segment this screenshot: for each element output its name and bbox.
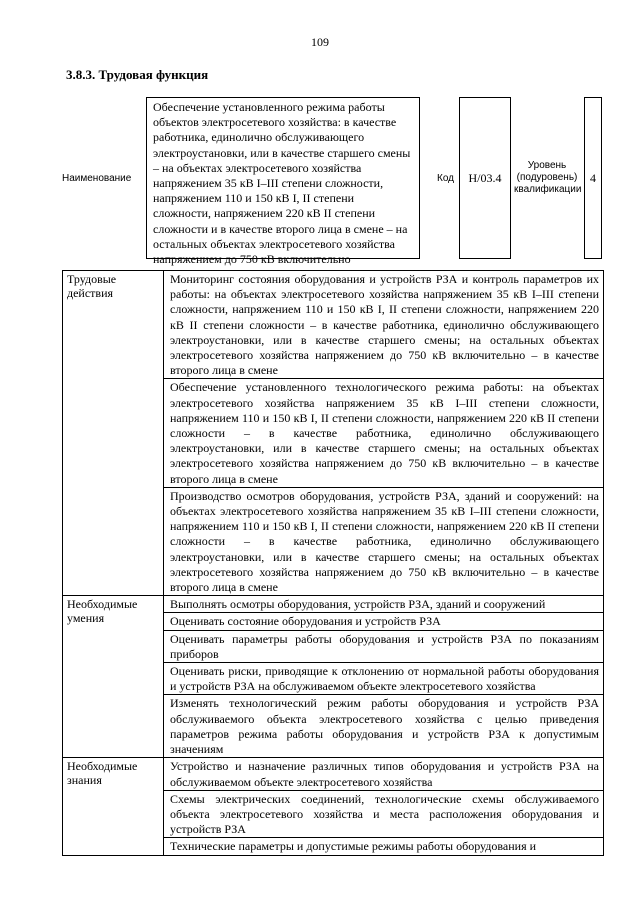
table-group-required-knowledge <box>63 757 603 854</box>
table-group-required-skills <box>63 595 603 757</box>
table-row: Устройство и назначение различных типов оборудования и устройств РЗА на обслуживаемом объекте электросетевого хозяйства <box>170 759 599 789</box>
table-row: Мониторинг состояния оборудования и устройств РЗА и контроль параметров их работы: на объектах электросетевого хозяйства напряжением 35 кВ I–III степени сложности, напряжением 110 и 150 кВ I, II степени сложности, напряжением 220 кВ II степени сложности – в качестве работника, единолично обслуживающего электроустановки, или в качестве старшего смены; на остальных объектах электросетевого хозяйства напряжением до 750 кВ включительно – в качестве второго лица в смене <box>170 272 599 378</box>
table-row: Выполнять осмотры оборудования, устройств РЗА, зданий и сооружений <box>170 597 546 612</box>
table-group-labor-actions <box>63 271 603 595</box>
table-row: Обеспечение установленного технологического режима работы: на объектах электросетевого хозяйства напряжением 35 кВ I–III степени сложности, напряжением 110 и 150 кВ I, II степени сложности, напряжением 220 кВ II степени сложности – в качестве работника, единолично обслуживающего электроустановки, или в качестве старшего смены; на остальных объектах электросетевого хозяйства напряжением до 750 кВ включительно – в качестве второго лица в смене <box>164 378 603 486</box>
code-value: Н/03.4 <box>468 170 502 185</box>
table-row: Технические параметры и допустимые режимы работы оборудования и <box>164 837 603 854</box>
function-name-label: Наименование <box>62 173 132 184</box>
page-number: 109 <box>311 35 329 49</box>
table-row: Производство осмотров оборудования, устройств РЗА, зданий и сооружений: на объектах электросетевого хозяйства напряжением 35 кВ I–III степени сложности, напряжением 110 и 150 кВ I, II степени сложности, напряжением 220 кВ II степени сложности – в качестве работника, единолично обслуживающего электроустановки, или в качестве старшего смены; на остальных объектах электросетевого хозяйства напряжением до 750 кВ включительно – в качестве второго лица в смене <box>164 487 603 595</box>
table-row: Схемы электрических соединений, технологические схемы обслуживаемого объекта электросетевого хозяйства и места расположения оборудования и устройств РЗА <box>164 790 603 838</box>
function-name-box <box>146 97 420 267</box>
labor-function-table <box>62 270 604 856</box>
code-label: Код <box>437 173 455 184</box>
table-row: Изменять технологический режим работы оборудования и устройств РЗА обслуживаемого объекта электросетевого хозяйства с целью приведения параметров режима работы оборудования и устройств РЗА к допустимым значениям <box>164 694 603 757</box>
group-items <box>164 271 603 595</box>
table-row: Оценивать риски, приводящие к отклонению от нормальной работы оборудования и устройств РЗА на обслуживаемом объекте электросетевого хозяйства <box>164 662 603 694</box>
group-label: Необходимые умения <box>63 596 164 757</box>
code-box <box>459 97 511 259</box>
table-row: Оценивать параметры работы оборудования и устройств РЗА по показаниям приборов <box>164 630 603 662</box>
function-name-text: Обеспечение установленного режима работы объектов электросетевого хозяйства: в качестве работника, единолично обслуживающего электроустановки, или в качестве старшего смены – на объектах электросетевого хозяйства напряжением 35 кВ I–III степени сложности, напряжением 110 и 150 кВ I, II степени сложности, напряжением 220 кВ II степени сложности и в качестве второго лица в смене – на остальных объектах электросетевого хозяйства напряжением до 750 кВ включительно <box>153 100 411 267</box>
qualification-level-box <box>584 97 602 259</box>
group-label: Необходимые знания <box>63 758 164 854</box>
qualification-level-label: Уровень (подуровень) квалификации <box>514 160 582 195</box>
group-label: Трудовые действия <box>63 271 164 595</box>
group-items <box>164 758 603 854</box>
section-title: 3.8.3. Трудовая функция <box>66 67 209 82</box>
table-row: Оценивать состояние оборудования и устройств РЗА <box>164 612 603 629</box>
group-items <box>164 596 603 757</box>
qualification-level-value: 4 <box>590 170 596 185</box>
